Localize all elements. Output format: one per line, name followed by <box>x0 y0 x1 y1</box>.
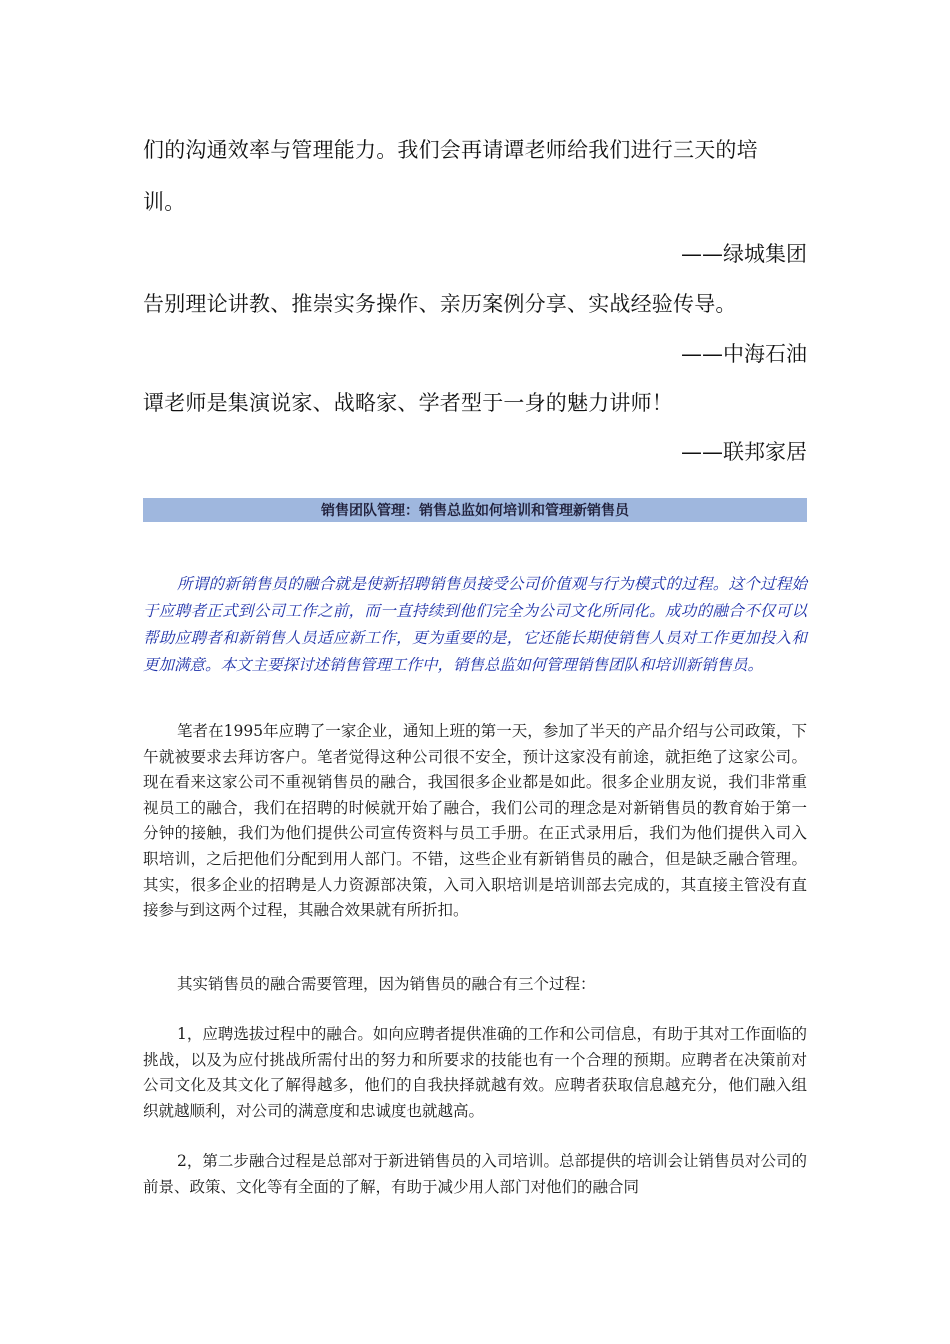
testimonial-source-3: ——联邦家居 <box>681 440 807 464</box>
body-paragraph-1: 笔者在1995年应聘了一家企业，通知上班的第一天，参加了半天的产品介绍与公司政策，下午就被要求去拜访客户。笔者觉得这种公司很不安全，预计这家没有前途，就拒绝了这家公司。现在看来这家公司不重视销售员的融合，我国很多企业都是如此。很多企业朋友说，我们非常重视员工的融合，我们在招聘的时候就开始了融合，我们公司的理念是对新销售员的教育始于第一分钟的接触，我们为他们提供公司宣传资料与员工手册。在正式录用后，我们为他们提供入司入职培训，之后把他们分配到用人部门。不错，这些企业有新销售员的融合，但是缺乏融合管理。其实，很多企业的招聘是人力资源部决策，入司入职培训是培训部去完成的，其直接主管没有直接参与到这两个过程，其融合效果就有所折扣。 <box>143 722 807 920</box>
testimonial-quote-2: 告别理论讲教、推崇实务操作、亲历案例分享、实战经验传导。 <box>143 292 737 316</box>
body-paragraph-3: 1，应聘选拔过程中的融合。如向应聘者提供准确的工作和公司信息，有助于其对工作面临的挑战，以及为应付挑战所需付出的努力和所要求的技能也有一个合理的预期。应聘者在决策前对公司文化及其文化了解得越多，他们的自我抉择就越有效。应聘者获取信息越充分，他们融入组织就越顺利，对公司的满意度和忠诚度也就越高。 <box>143 1025 807 1120</box>
testimonial-quote-1-line-1: 们的沟通效率与管理能力。我们会再请谭老师给我们进行三天的培 <box>143 138 758 162</box>
testimonial-source-2: ——中海石油 <box>681 342 807 366</box>
testimonial-quote-3: 谭老师是集演说家、战略家、学者型于一身的魅力讲师！ <box>143 391 673 415</box>
testimonial-source-1: ——绿城集团 <box>681 242 807 266</box>
body-paragraph-2: 其实销售员的融合需要管理，因为销售员的融合有三个过程： <box>177 975 596 993</box>
testimonial-quote-1-line-2: 训。 <box>143 190 186 214</box>
article-title-banner <box>143 498 807 522</box>
article-abstract: 所谓的新销售员的融合就是使新招聘销售员接受公司价值观与行为模式的过程。这个过程始于应聘者正式到公司工作之前，而一直持续到他们完全为公司文化所同化。成功的融合不仅可以帮助应聘者和新销售人员适应新工作，更为重要的是，它还能长期使销售人员对工作更加投入和更加满意。本文主要探讨述销售管理工作中，销售总监如何管理销售团队和培训新销售员。 <box>143 575 807 674</box>
article-title: 销售团队管理：销售总监如何培训和管理新销售员 <box>321 503 629 519</box>
body-paragraph-4: 2，第二步融合过程是总部对于新进销售员的入司培训。总部提供的培训会让销售员对公司的前景、政策、文化等有全面的了解，有助于减少用人部门对他们的融合同 <box>143 1152 807 1196</box>
